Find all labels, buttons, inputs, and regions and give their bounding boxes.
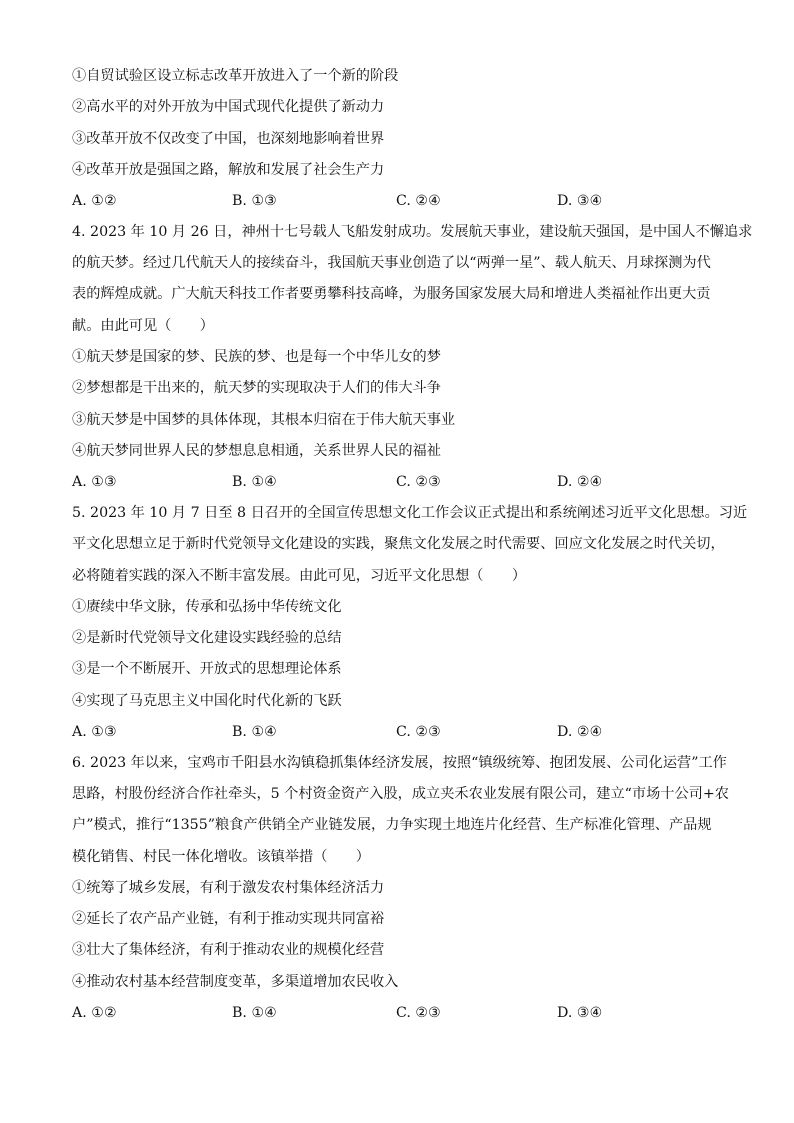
q5-stem-line-1: 5. 2023 年 10 月 7 日至 8 日召开的全国宣传思想文化工作会议正式提出和系统阐述习近平文化思想。习近 <box>72 505 748 521</box>
q6-statement-2: ②延长了农产品产业链，有利于推动实现共同富裕 <box>72 911 385 927</box>
q4-stem-line-2: 的航天梦。经过几代航天人的接续奋斗，我国航天事业创造了以“两弹一星”、载人航天、月球探测为代 <box>72 255 711 271</box>
q5-options <box>72 722 732 742</box>
q3-option-a: A. ①② <box>72 193 117 209</box>
q5-option-d: D. ②④ <box>557 724 603 740</box>
q6-stem-line-2: 思路，村股份经济合作社牵头，5 个村资金资产入股，成立夹禾农业发展有限公司，建立“市场十公司+农 <box>72 786 729 802</box>
q4-statement-1: ①航天梦是国家的梦、民族的梦、也是每一个中华儿女的梦 <box>72 349 441 365</box>
q4-stem-line-1: 4. 2023 年 10 月 26 日，神州十七号载人飞船发射成功。发展航天事业，建设航天强国，是中国人不懈追求 <box>72 224 753 240</box>
q3-option-b: B. ①③ <box>232 193 277 209</box>
q6-option-b: B. ①④ <box>232 1005 277 1021</box>
q5-statement-1: ①赓续中华文脉，传承和弘扬中华传统文化 <box>72 599 342 615</box>
q5-statement-2: ②是新时代党领导文化建设实践经验的总结 <box>72 630 342 646</box>
q5-stem-line-2: 平文化思想立足于新时代党领导文化建设的实践，聚焦文化发展之时代需要、回应文化发展之时代关切， <box>72 536 725 552</box>
q5-option-a: A. ①③ <box>72 724 117 740</box>
q6-stem-line-4: 模化销售、村民一体化增收。该镇举措（ ） <box>72 849 370 865</box>
q5-option-c: C. ②③ <box>396 724 441 740</box>
q6-option-a: A. ①② <box>72 1005 117 1021</box>
q4-statement-3: ③航天梦是中国梦的具体体现，其根本归宿在于伟大航天事业 <box>72 412 456 428</box>
q4-option-a: A. ①③ <box>72 474 117 490</box>
q4-statement-4: ④航天梦同世界人民的梦想息息相通，关系世界人民的福祉 <box>72 443 441 459</box>
q6-options <box>72 1003 732 1023</box>
q6-stem-line-1: 6. 2023 年以来，宝鸡市千阳县水沟镇稳抓集体经济发展，按照“镇级统筹、抱团发展、公司化运营”工作 <box>72 755 727 771</box>
q4-statement-2: ②梦想都是干出来的，航天梦的实现取决于人们的伟大斗争 <box>72 380 441 396</box>
q6-option-c: C. ②③ <box>396 1005 441 1021</box>
q3-statement-2: ②高水平的对外开放为中国式现代化提供了新动力 <box>72 99 385 115</box>
q4-option-d: D. ②④ <box>557 474 603 490</box>
q3-options <box>72 191 732 211</box>
q6-statement-3: ③壮大了集体经济，有利于推动农业的规模化经营 <box>72 942 385 958</box>
q5-stem-line-3: 必将随着实践的深入不断丰富发展。由此可见，习近平文化思想（ ） <box>72 568 527 584</box>
q6-stem-line-3: 户”模式，推行“1355”粮食产供销全产业链发展，力争实现土地连片化经营、生产标准化管理、产品规 <box>72 817 712 833</box>
q5-option-b: B. ①④ <box>232 724 277 740</box>
q4-option-c: C. ②③ <box>396 474 441 490</box>
q4-stem-line-4: 献。由此可见（ ） <box>72 318 214 334</box>
q3-option-c: C. ②④ <box>396 193 441 209</box>
q3-statement-1: ①自贸试验区设立标志改革开放进入了一个新的阶段 <box>72 68 399 84</box>
q3-option-d: D. ③④ <box>557 193 603 209</box>
q4-option-b: B. ①④ <box>232 474 277 490</box>
q6-statement-4: ④推动农村基本经营制度变革，多渠道增加农民收入 <box>72 974 399 990</box>
q4-stem-line-3: 表的辉煌成就。广大航天科技工作者要勇攀科技高峰，为服务国家发展大局和增进人类福祉作出更大贡 <box>72 286 711 302</box>
q3-statement-4: ④改革开放是强国之路，解放和发展了社会生产力 <box>72 162 385 178</box>
q5-statement-3: ③是一个不断展开、开放式的思想理论体系 <box>72 661 342 677</box>
q5-statement-4: ④实现了马克思主义中国化时代化新的飞跃 <box>72 693 342 709</box>
q6-statement-1: ①统筹了城乡发展，有利于激发农村集体经济活力 <box>72 880 385 896</box>
q6-option-d: D. ③④ <box>557 1005 603 1021</box>
q3-statement-3: ③改革开放不仅改变了中国，也深刻地影响着世界 <box>72 131 385 147</box>
q4-options <box>72 472 732 492</box>
